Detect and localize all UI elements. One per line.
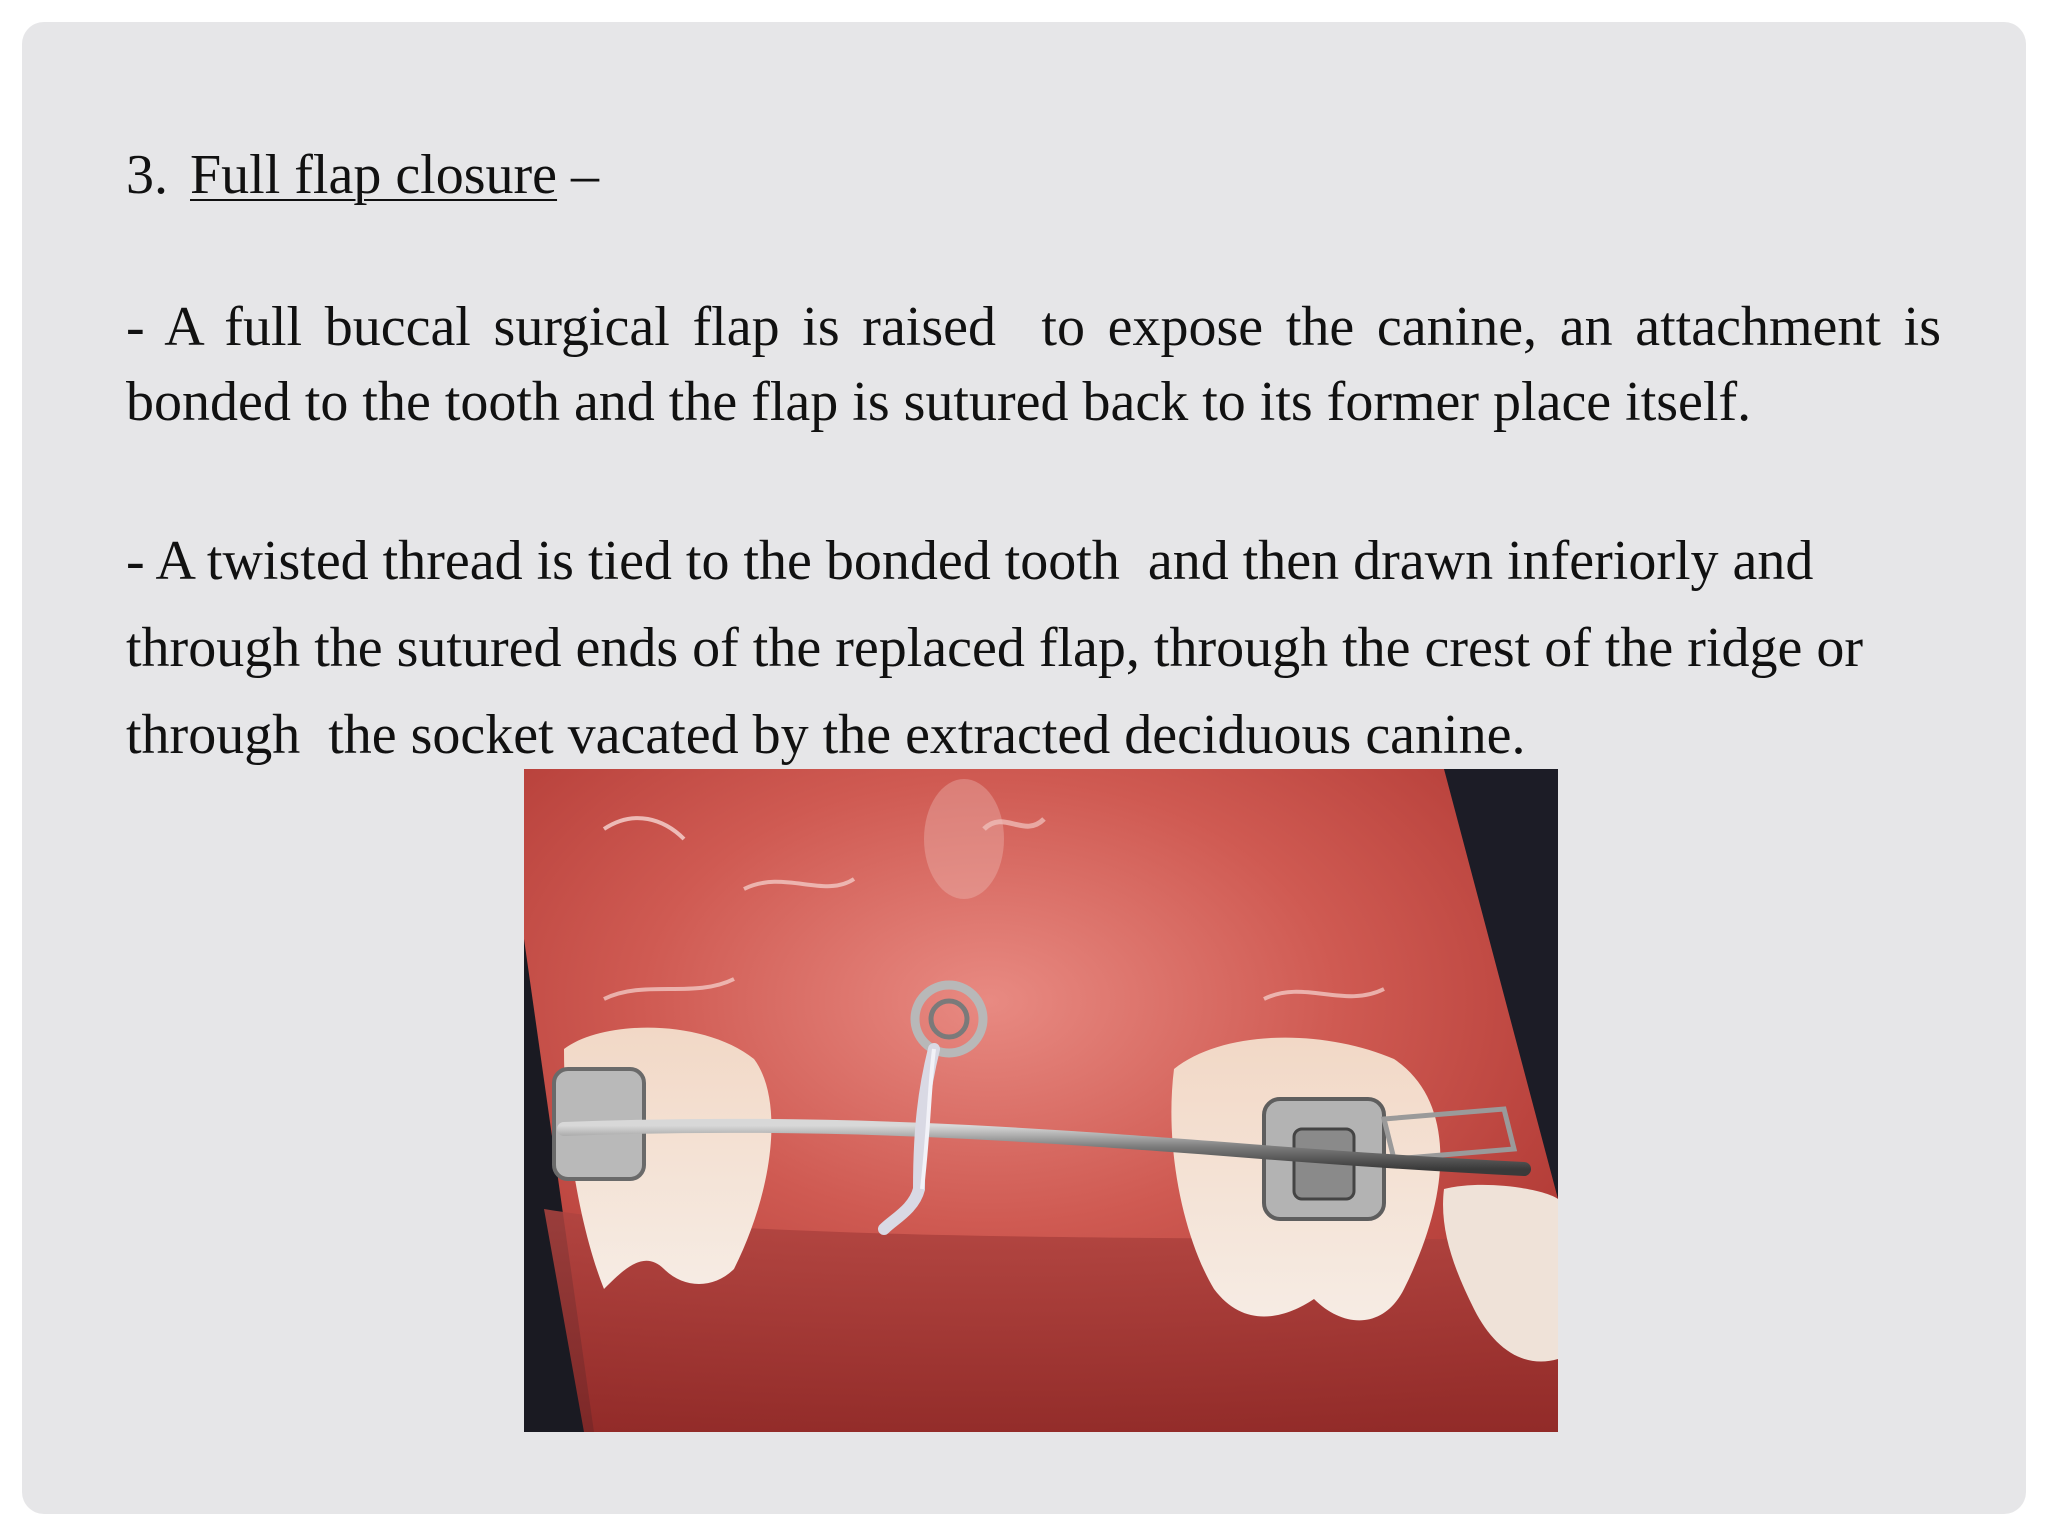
- clinical-photo: [524, 769, 1558, 1432]
- body-paragraph-2: - A twisted thread is tied to the bonded tooth and then drawn inferiorly and through the sutured ends of the replaced flap, through the crest of the ridge or through the socket vacated by the extracted deciduous canine.: [126, 530, 1877, 766]
- slide: [22, 22, 2026, 1514]
- slide-heading: [126, 142, 599, 209]
- heading-dash: –: [571, 144, 600, 206]
- clinical-photo-illustration: [524, 769, 1558, 1432]
- heading-number: 3.: [126, 144, 168, 206]
- body-paragraph-1: - A full buccal surgical flap is raised to expose the canine, an attachment is bonded to the tooth and the flap is sutured back to its former place itself.: [126, 296, 1955, 433]
- heading-title: Full flap closure: [190, 144, 558, 206]
